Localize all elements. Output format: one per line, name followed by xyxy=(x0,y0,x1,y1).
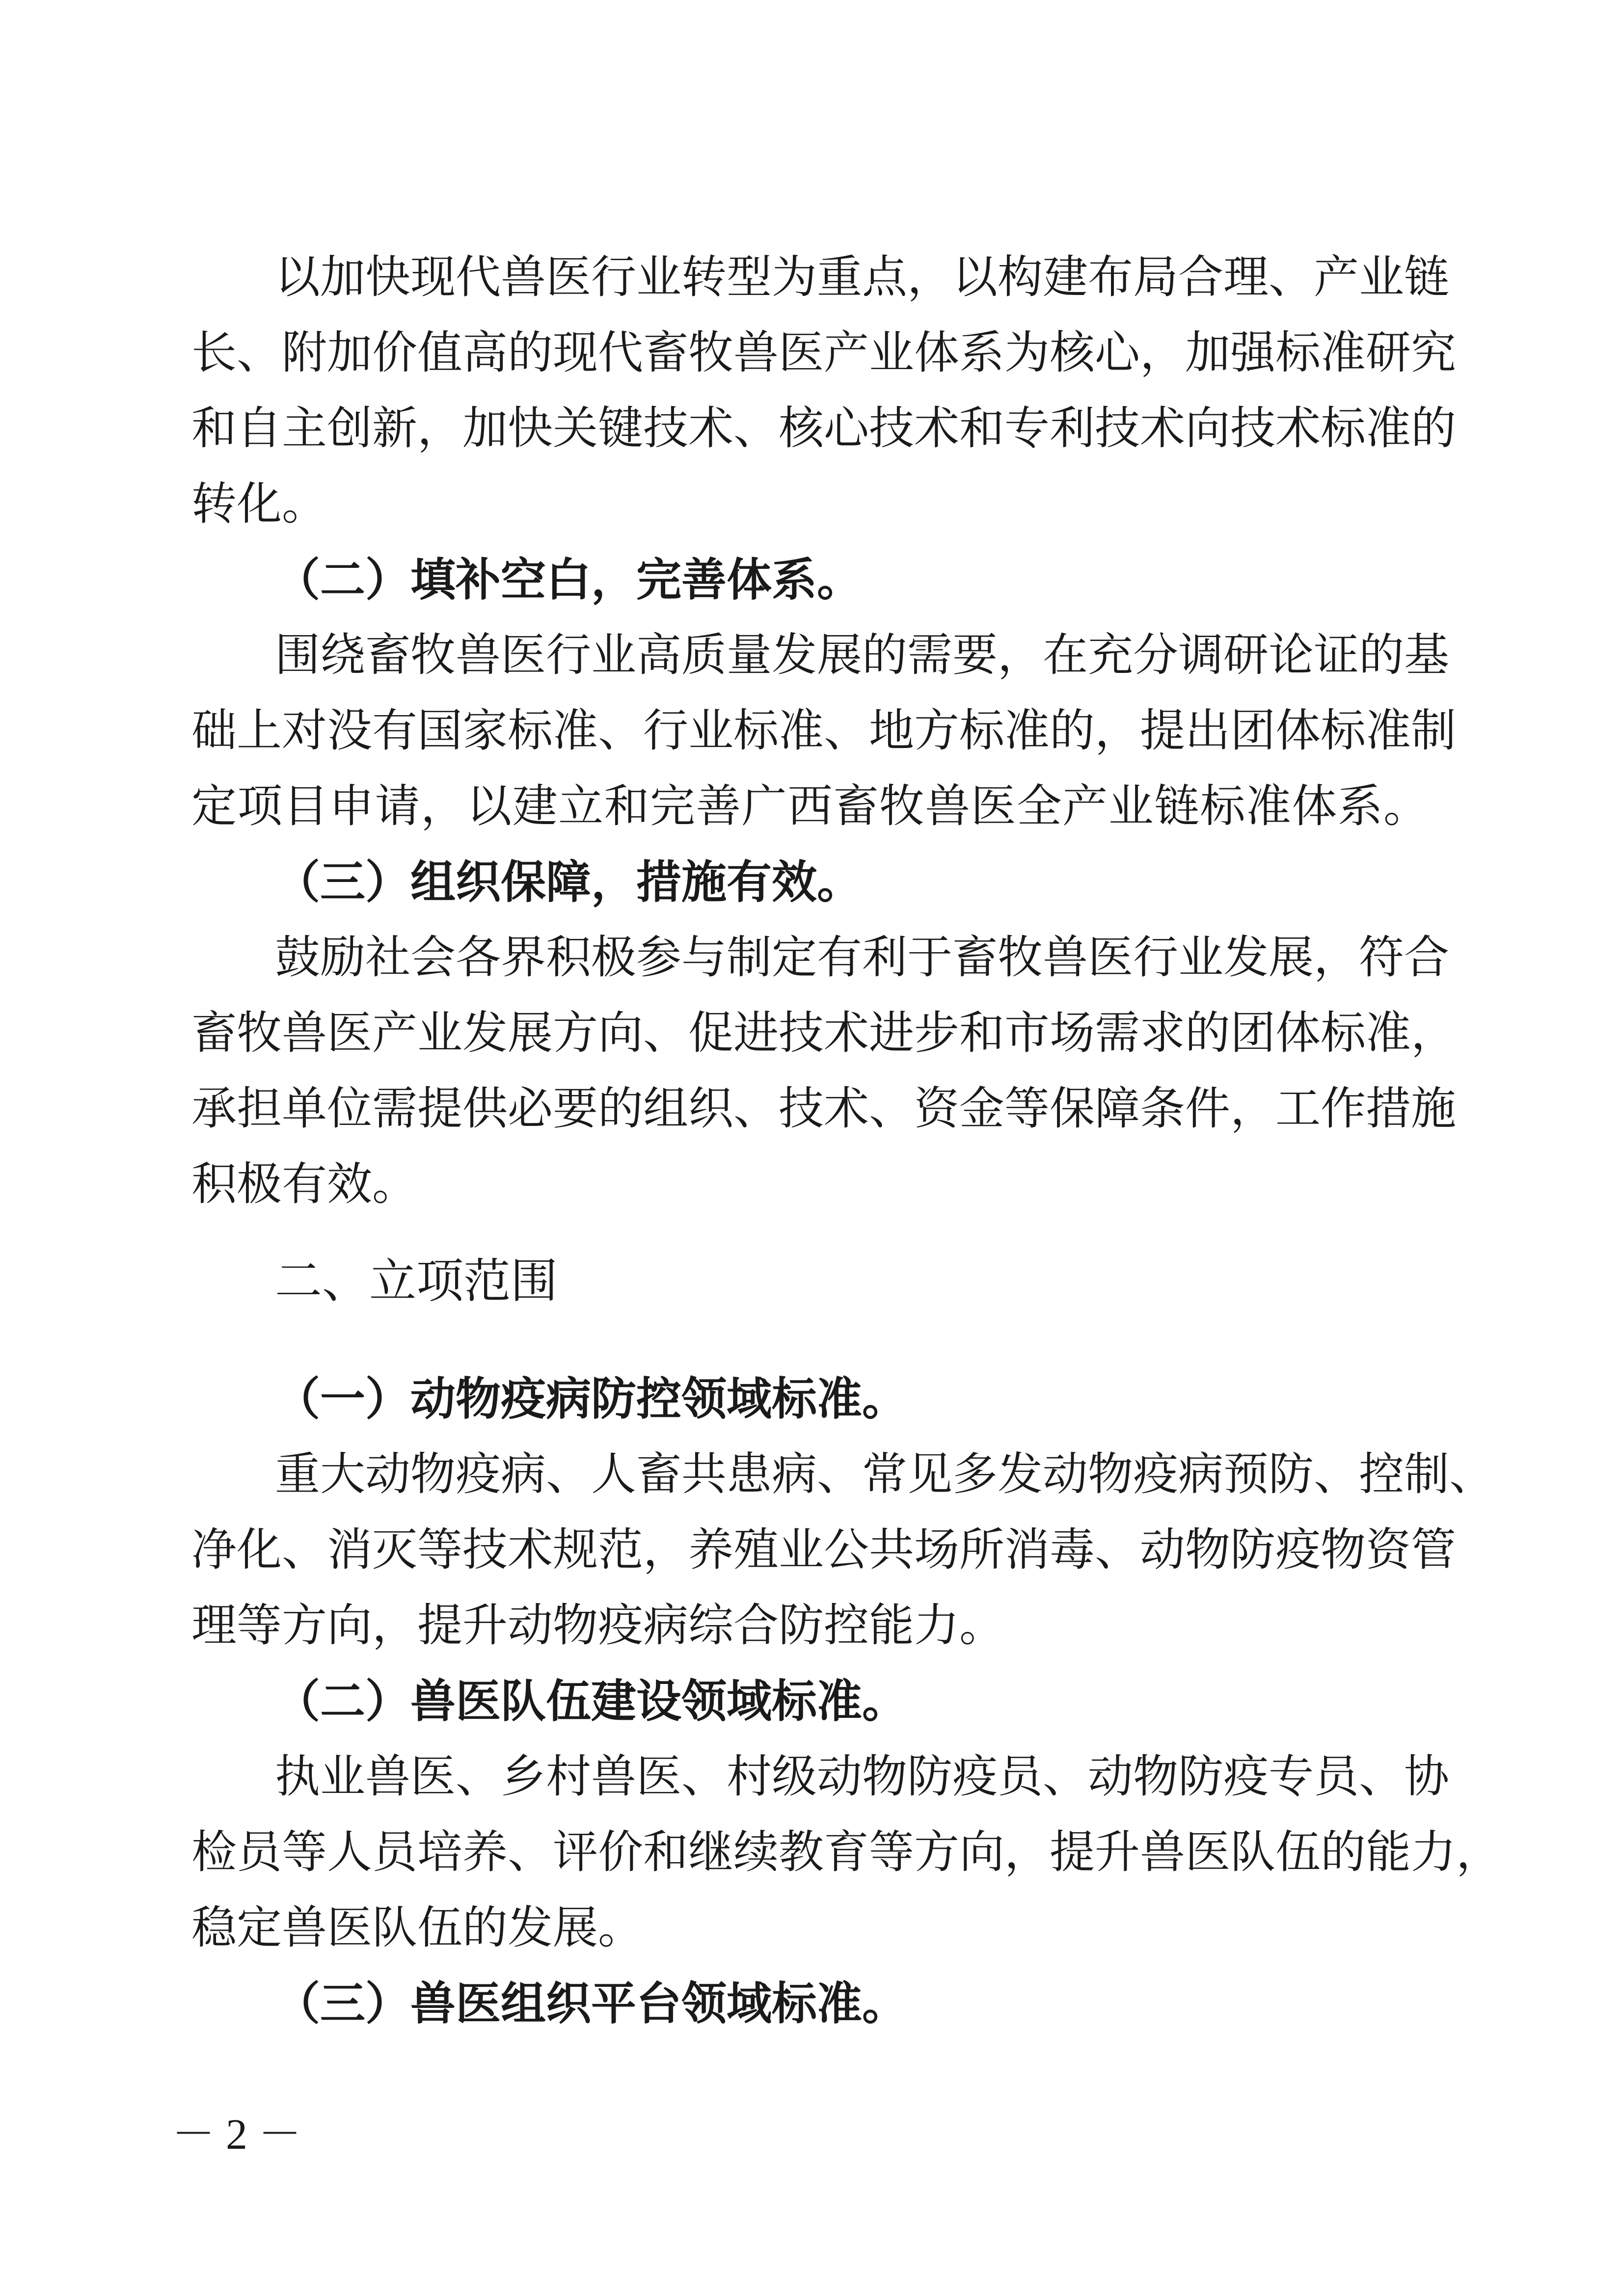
paragraph-line: 检员等人员培养、评价和继续教育等方向，提升兽医队伍的能力， xyxy=(191,1826,1502,1878)
page-number: － 2 － xyxy=(172,2111,302,2159)
paragraph-line: 定项目申请，以建立和完善广西畜牧兽医全产业链标准体系。 xyxy=(191,780,1429,832)
paragraph-line: 理等方向，提升动物疫病综合防控能力。 xyxy=(191,1599,1005,1652)
paragraph-line: 净化、消灭等技术规范，养殖业公共场所消毒、动物防疫物资管 xyxy=(191,1523,1457,1576)
section-subheading: （二）兽医队伍建设领域标准。 xyxy=(275,1675,908,1728)
paragraph-line: 以加快现代兽医行业转型为重点，以构建布局合理、产业链 xyxy=(275,251,1450,303)
paragraph-line: 承担单位需提供必要的组织、技术、资金等保障条件，工作措施 xyxy=(191,1082,1457,1135)
paragraph-line: 转化。 xyxy=(191,478,327,530)
paragraph-line: 稳定兽医队伍的发展。 xyxy=(191,1901,644,1954)
paragraph-line: 畜牧兽医产业发展方向、促进技术进步和市场需求的团体标准， xyxy=(191,1007,1457,1059)
section-subheading: （三）兽医组织平台领域标准。 xyxy=(275,1977,908,2030)
paragraph-line: 础上对没有国家标准、行业标准、地方标准的，提出团体标准制 xyxy=(191,704,1457,757)
section-subheading: （三）组织保障，措施有效。 xyxy=(275,855,863,908)
paragraph-line: 执业兽医、乡村兽医、村级动物防疫员、动物防疫专员、协 xyxy=(275,1750,1450,1803)
paragraph-line: 鼓励社会各界积极参与制定有利于畜牧兽医行业发展，符合 xyxy=(275,931,1450,984)
section-subheading: （二）填补空白，完善体系。 xyxy=(275,553,863,606)
paragraph-line: 积极有效。 xyxy=(191,1158,418,1210)
paragraph-line: 围绕畜牧兽医行业高质量发展的需要，在充分调研论证的基 xyxy=(275,629,1450,681)
section-heading: 二、立项范围 xyxy=(275,1254,558,1308)
paragraph-line: 长、附加价值高的现代畜牧兽医产业体系为核心，加强标准研究 xyxy=(191,326,1457,379)
paragraph-line: 重大动物疫病、人畜共患病、常见多发动物疫病预防、控制、 xyxy=(275,1448,1495,1500)
paragraph-line: 和自主创新，加快关键技术、核心技术和专利技术向技术标准的 xyxy=(191,402,1457,454)
section-subheading: （一）动物疫病防控领域标准。 xyxy=(275,1372,908,1425)
